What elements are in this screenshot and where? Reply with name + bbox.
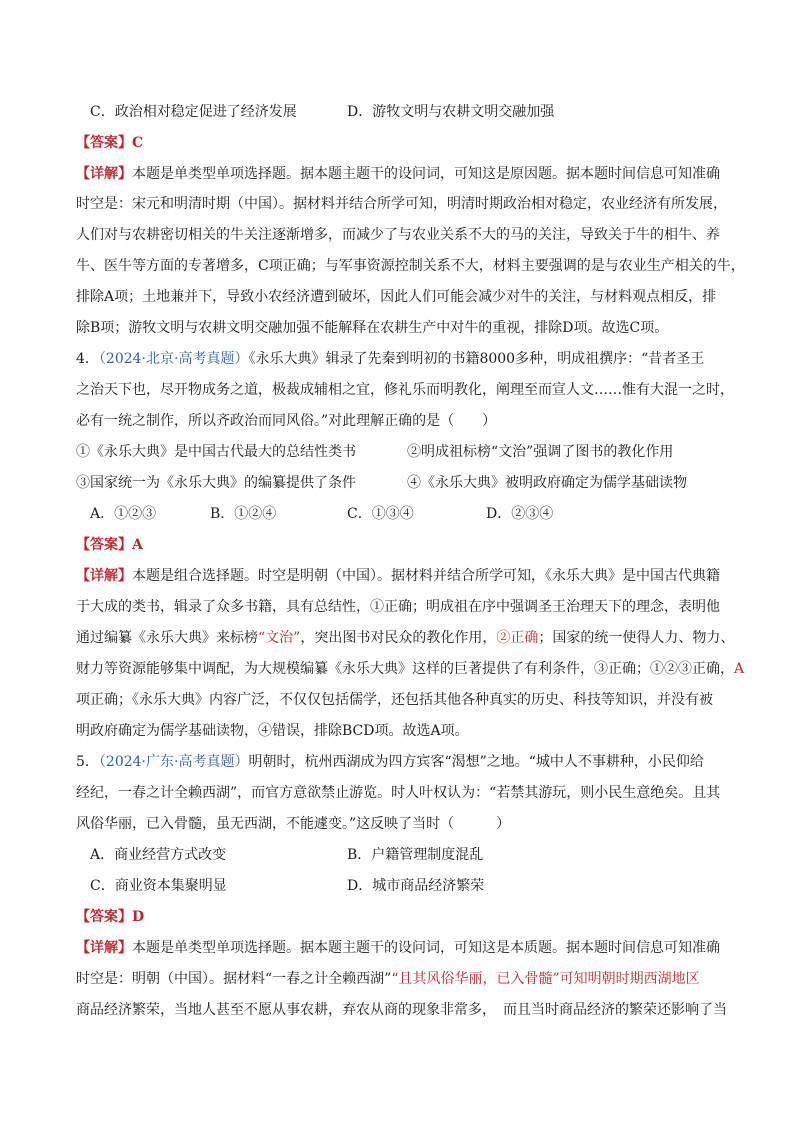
q5-stem-line-2: 经纪，一春之计全赖西湖”，而官方意欲禁止游览。时人叶权认为：“若禁其游玩，则小民生意绝矣。且其 [76,785,721,801]
detail-text: 通过编纂《永乐大典》来标榜 [76,630,258,646]
q5-option-b[interactable]: B．户籍管理制度混乱 [347,847,484,863]
q4-stem-line-1 [76,349,704,369]
detail-text: 本题是单类型单项选择题。据本题主题干的设问词，可知这是原因题。据本题时间信息可知准确 [132,166,720,182]
q4-item-1: ①《永乐大典》是中国古代最大的总结性类书 [76,444,356,460]
q3-answer [76,133,143,153]
q5-option-d[interactable]: D．城市商品经济繁荣 [347,878,485,894]
q5-stem-line-1 [76,752,704,772]
q4-answer [76,535,143,555]
q4-detail-line-3 [76,628,734,648]
q3-detail-line-1 [76,164,720,184]
q5-option-c[interactable]: C．商业资本集聚明显 [90,878,227,894]
q5-stem-line-3: 风俗华丽，已入骨髓，虽无西湖，不能遽变。”这反映了当时（ ） [76,816,511,832]
q3-detail-line-4: 牛、医牛等方面的专著增多，C项正确；与军事资源控制关系不大，材料主要强调的是与农业生产相关的牛， [76,258,745,274]
q3-detail-line-5: 排除A项；土地兼并下，导致小农经济遭到破坏，因此人们可能会减少对牛的关注，与材料观点相反，排 [76,289,717,305]
q3-detail-line-6: 除B项；游牧文明与农耕文明交融加强不能解释在农耕生产中对牛的重视，排除D项。故选C项。 [76,320,669,336]
detail-text: 本题是组合选择题。时空是明朝（中国）。据材料并结合所学可知，《永乐大典》是中国古代典籍 [132,568,720,584]
answer-value: C [132,135,144,151]
answer-value: A [132,537,143,553]
detail-text: 财力等资源能够集中调配，为大规模编纂《永乐大典》这样的巨著提供了有利条件，③正确；①②③正确， [76,661,734,677]
q4-detail-line-6: 明政府确定为儒学基础读物，④错误，排除BCD项。故选A项。 [76,723,469,739]
detail-tag: 【详解】 [76,940,132,956]
detail-text: 时空是：明朝（中国）。据材料“一春之计全赖西湖” [76,971,392,987]
highlight-text: “且其风俗华丽，已入骨髓”可知明朝时期西湖地区 [391,971,700,987]
q3-option-c[interactable]: C．政治相对稳定促进了经济发展 [90,104,297,120]
q4-option-d[interactable]: D．②③④ [486,506,554,522]
q4-detail-line-4 [76,659,744,679]
q4-option-a[interactable]: A．①②③ [90,506,157,522]
q4-item-3: ③国家统一为《永乐大典》的编纂提供了条件 [76,475,356,491]
q5-option-a[interactable]: A．商业经营方式改变 [90,847,227,863]
question-source: （2024·广东·高考真题） [98,754,249,770]
detail-text: 本题是单类型单项选择题。据本题主题干的设问词，可知这是本质题。据本题时间信息可知准确 [132,940,720,956]
q4-option-b[interactable]: B．①②④ [210,506,277,522]
q4-item-4: ④《永乐大典》被明政府确定为儒学基础读物 [407,475,687,491]
answer-value: D [132,909,145,925]
q4-detail-line-1 [76,566,720,586]
question-number: 4． [76,351,99,367]
highlight-text: “文治” [258,630,301,646]
question-number: 5． [76,754,99,770]
q4-stem-line-3: 必有一统之制作，所以齐政治而同风俗。”对此理解正确的是（ ） [76,413,497,429]
q5-detail-line-3: 商品经济繁荣，当地人甚至不愿从事农耕，弃农从商的现象非常多， 而且当时商品经济的繁荣还影响了当 [76,1002,727,1018]
q3-option-d[interactable]: D．游牧文明与农耕文明交融加强 [347,104,555,120]
answer-tag: 【答案】 [76,537,132,553]
q4-detail-line-5: 项正确；《永乐大典》内容广泛，不仅仅包括儒学，还包括其他各种真实的历史、科技等知识，并没有被 [76,692,713,708]
q5-answer [76,907,144,927]
highlight-text: ②正确 [496,630,539,646]
q4-item-2: ②明成祖标榜“文治”强调了图书的教化作用 [407,444,674,460]
stem-text: 明朝时，杭州西湖成为四方宾客“渴想”之地。“城中人不事耕种，小民仰给 [248,754,704,770]
q5-detail-line-2 [76,969,700,989]
answer-tag: 【答案】 [76,909,132,925]
detail-tag: 【详解】 [76,568,132,584]
detail-text: ；国家的统一使得人力、物力、 [538,630,735,646]
q4-stem-line-2: 之治天下也，尽开物成务之道，极裁成辅相之宜，修礼乐而明教化，阐理至而宣人文……惟有大混一之时， [76,382,734,398]
q4-detail-line-2: 于大成的类书，辑录了众多书籍，具有总结性，①正确；明成祖在序中强调圣王治理天下的理念，表明他 [76,599,720,615]
stem-text: 《永乐大典》辑录了先秦到明初的书籍8000多种，明成祖撰序：“昔者圣王 [248,351,705,367]
question-source: （2024·北京·高考真题） [98,351,249,367]
q3-detail-line-3: 人们对与农耕密切相关的牛关注逐渐增多，而减少了与农业关系不大的马的关注，导致关于牛的相牛、养 [76,227,720,243]
answer-tag: 【答案】 [76,135,132,151]
highlight-text: A [734,661,745,677]
q3-detail-line-2: 时空是：宋元和明清时期（中国）。据材料并结合所学可知，明清时期政治相对稳定，农业经济有所发展， [76,196,727,212]
detail-tag: 【详解】 [76,166,132,182]
detail-text: ，突出图书对民众的教化作用， [300,630,497,646]
q5-detail-line-1 [76,938,720,958]
q4-option-c[interactable]: C．①③④ [347,506,414,522]
